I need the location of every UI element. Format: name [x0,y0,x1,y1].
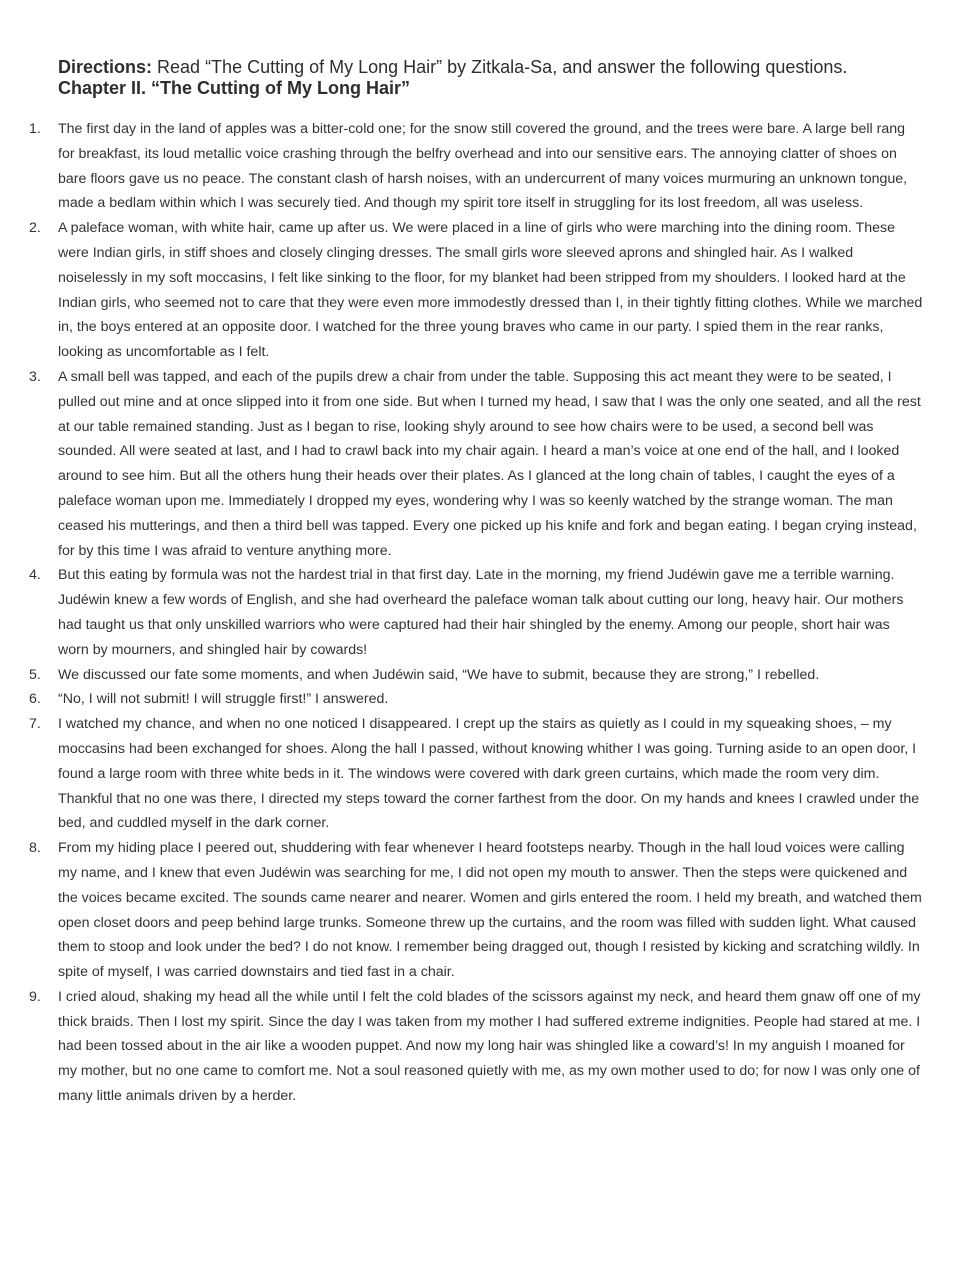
paragraph-7 [0,712,979,836]
paragraph-text: A paleface woman, with white hair, came up after us. We were placed in a line of girls who were marching into the dining room. These were Indian girls, in stiff shoes and closely clinging dresses. The small girls wore sleeved aprons and shingled hair. As I walked noiselessly in my soft moccasins, I felt like sinking to the floor, for my blanket had been stripped from my shoulders. I looked hard at the Indian girls, who seemed not to care that they were even more immodestly dressed than I, in their tightly fitting clothes. While we marched in, the boys entered at an opposite door. I watched for the three young braves who came in our party. I spied them in the rear ranks, looking as uncomfortable as I felt. [58,220,923,361]
paragraph-text: From my hiding place I peered out, shuddering with fear whenever I heard footsteps nearby. Though in the hall loud voices were calling my name, and I knew that even Judéwin was searching for me, I did not open my mouth to answer. Then the steps were quickened and the voices became excited. The sounds came nearer and nearer. Women and girls entered the room. I held my breath, and watched them open closet doors and peep behind large trunks. Someone threw up the curtains, and the room was filled with sudden light. What caused them to stoop and look under the bed? I do not know. I remember being dragged out, though I resisted by kicking and scratching wildly. In spite of myself, I was carried downstairs and tied fast in a chair. [58,840,922,981]
paragraph-number: 4. [29,567,41,584]
directions-text: Read “The Cutting of My Long Hair” by Zitkala-Sa, and answer the following questions. [152,57,848,77]
paragraph-number: 7. [29,716,41,733]
paragraph-number: 6. [29,691,41,708]
paragraph-text: I watched my chance, and when no one noticed I disappeared. I crept up the stairs as quietly as I could in my squeaking shoes, – my moccasins had been exchanged for shoes. Along the hall I passed, without knowing whither I was going. Turning aside to an open door, I found a large room with three white beds in it. The windows were covered with dark green curtains, which made the room very dim. Thankful that no one was there, I directed my steps toward the corner farthest from the door. On my hands and knees I crawled under the bed, and cuddled myself in the dark corner. [58,716,920,832]
passage-list [0,117,979,1109]
paragraph-text: I cried aloud, shaking my head all the while until I felt the cold blades of the scissors against my neck, and heard them gnaw off one of my thick braids. Then I lost my spirit. Since the day I was taken from my mother I had suffered extreme indignities. People had stared at me. I had been tossed about in the air like a wooden puppet. And now my long hair was shingled like a coward’s! In my anguish I moaned for my mother, but no one came to comfort me. Not a soul reasoned quietly with me, as my own mother used to do; for now I was only one of many little animals driven by a herder. [58,988,921,1105]
paragraph-number: 1. [29,121,41,137]
paragraph-number: 8. [29,840,41,857]
paragraph-9 [0,985,979,1109]
paragraph-number: 2. [29,220,41,237]
chapter-title: Chapter II. “The Cutting of My Long Hair” [58,78,410,98]
directions-label: Directions: [58,57,153,77]
paragraph-number: 5. [29,666,41,683]
paragraph-text: A small bell was tapped, and each of the pupils drew a chair from under the table. Supposing this act meant they were to be seated, I pulled out mine and at once slipped into it from one side. But when I turned my head, I saw that I was the only one seated, and all the rest at our table remained standing. Just as I began to rise, looking shyly around to see how chairs were to be used, a second bell was sounded. All were seated at last, and I had to crawl back into my chair again. I heard a man’s voice at one end of the hall, and I looked around to see him. But all the others hung their heads over their plates. As I glanced at the long chain of tables, I caught the eyes of a paleface woman upon me. Immediately I dropped my eyes, wondering why I was so keenly watched by the strange woman. The man ceased his mutterings, and then a third bell was tapped. Every one picked up his knife and fork and began eating. I began crying instead, for by this time I was afraid to venture anything more. [58,368,921,559]
paragraph-8 [0,836,979,985]
paragraph-6 [0,687,979,712]
directions-line [58,57,928,78]
paragraph-1 [0,117,979,216]
paragraph-3 [0,365,979,563]
paragraph-number: 3. [29,368,41,385]
paragraph-2 [0,216,979,365]
paragraph-5 [0,663,979,688]
worksheet-header [58,57,928,98]
paragraph-number: 9. [29,988,41,1005]
paragraph-text: But this eating by formula was not the hardest trial in that first day. Late in the morning, my friend Judéwin gave me a terrible warning. Judéwin knew a few words of English, and she had overheard the paleface woman talk about cutting our long, heavy hair. Our mothers had taught us that only unskilled warriors who were captured had their hair shingled by the enemy. Among our people, short hair was worn by mourners, and shingled hair by cowards! [58,567,904,658]
paragraph-text: We discussed our fate some moments, and when Judéwin said, “We have to submit, because they are strong,” I rebelled. [58,666,820,683]
paragraph-text: The first day in the land of apples was a bitter-cold one; for the snow still covered the ground, and the trees were bare. A large bell rang for breakfast, its loud metallic voice crashing through the belfry overhead and into our sensitive ears. The annoying clatter of shoes on bare floors gave us no peace. The constant clash of harsh noises, with an undercurrent of many voices murmuring an unknown tongue, made a bedlam within which I was securely tied. And though my spirit tore itself in struggling for its lost freedom, all was useless. [58,121,908,212]
paragraph-text: “No, I will not submit! I will struggle first!” I answered. [58,691,389,708]
paragraph-4 [0,563,979,662]
